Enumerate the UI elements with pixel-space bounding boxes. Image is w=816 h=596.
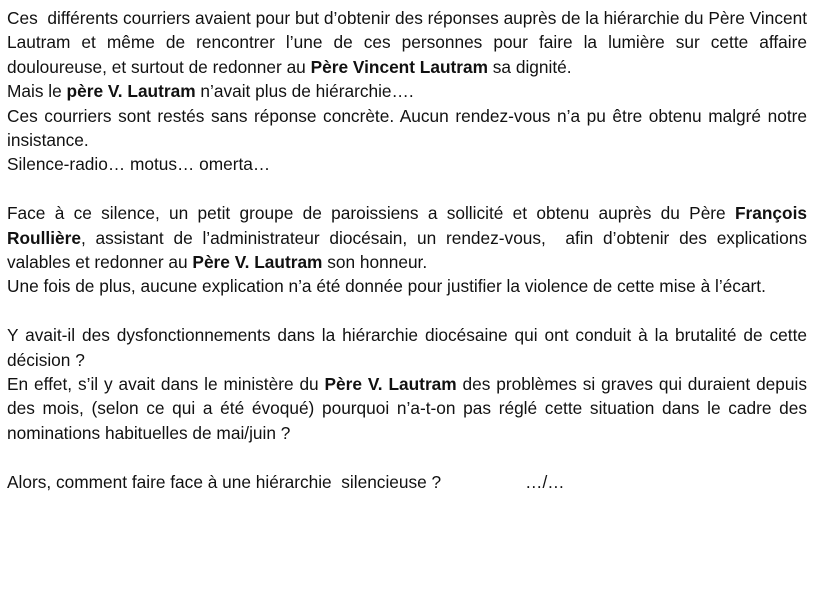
paragraph-closing-question bbox=[7, 470, 807, 494]
paragraph-no-explanation: Une fois de plus, aucune explication n’a été donnée pour justifier la violence de cette mise à l’écart. bbox=[7, 276, 766, 297]
continuation-marker: …/… bbox=[525, 471, 565, 492]
text-segment: sa dignité. bbox=[487, 56, 572, 77]
paragraph-spacer bbox=[7, 177, 807, 201]
paragraph-spacer bbox=[7, 299, 807, 323]
name-pere-vincent-lautram: Père Vincent Lautram bbox=[310, 56, 488, 77]
text-segment: Ces différents courriers avaient pour but d’obtenir des réponses auprès de la hiérarchie du Père Vincent Lautram et même de rencontrer l’une de ces personnes pour faire la lumière sur cette affaire douloureuse, et surtout de redonner au bbox=[7, 8, 812, 77]
closing-question-text: Alors, comment faire face à une hiérarchie silencieuse ? bbox=[7, 471, 442, 492]
text-segment: , assistant de l’administrateur diocésain, un rendez-vous, afin d’obtenir des explications valables et redonner au bbox=[7, 227, 812, 273]
paragraph-courriers-intro bbox=[7, 6, 812, 79]
text-segment: n’avait plus de hiérarchie…. bbox=[195, 81, 414, 102]
name-pere-v-lautram: père V. Lautram bbox=[66, 81, 196, 102]
paragraph-silence-radio: Silence-radio… motus… omerta… bbox=[7, 154, 271, 175]
paragraph-dysfunction-question: Y avait-il des dysfonctionnements dans la hiérarchie diocésaine qui ont conduit à la brutalité de cette décision ? bbox=[7, 325, 812, 370]
name-pere-v-lautram: Père V. Lautram bbox=[192, 252, 323, 273]
text-segment: Mais le bbox=[7, 81, 67, 102]
paragraph-no-hierarchy bbox=[7, 79, 807, 103]
text-segment: Face à ce silence, un petit groupe de paroissiens a sollicité et obtenu auprès du Père bbox=[7, 203, 735, 224]
name-francois-roulliere: François Roullière bbox=[7, 203, 812, 248]
text-segment: En effet, s’il y avait dans le ministère du bbox=[7, 374, 325, 395]
name-pere-v-lautram: Père V. Lautram bbox=[324, 374, 457, 395]
paragraph-ministry-problems bbox=[7, 372, 812, 445]
paragraph-spacer bbox=[7, 445, 807, 469]
text-segment: son honneur. bbox=[322, 252, 428, 273]
document-page bbox=[7, 6, 812, 494]
text-segment: des problèmes si graves qui duraient depuis des mois, (selon ce qui a été évoqué) pourquoi n’a-t-on pas réglé cette situation dans le cadre des nominations habituelles de mai/juin ? bbox=[7, 374, 812, 443]
paragraph-meeting-request bbox=[7, 201, 812, 274]
paragraph-no-response: Ces courriers sont restés sans réponse concrète. Aucun rendez-vous n’a pu être obtenu malgré notre insistance. bbox=[7, 105, 812, 151]
